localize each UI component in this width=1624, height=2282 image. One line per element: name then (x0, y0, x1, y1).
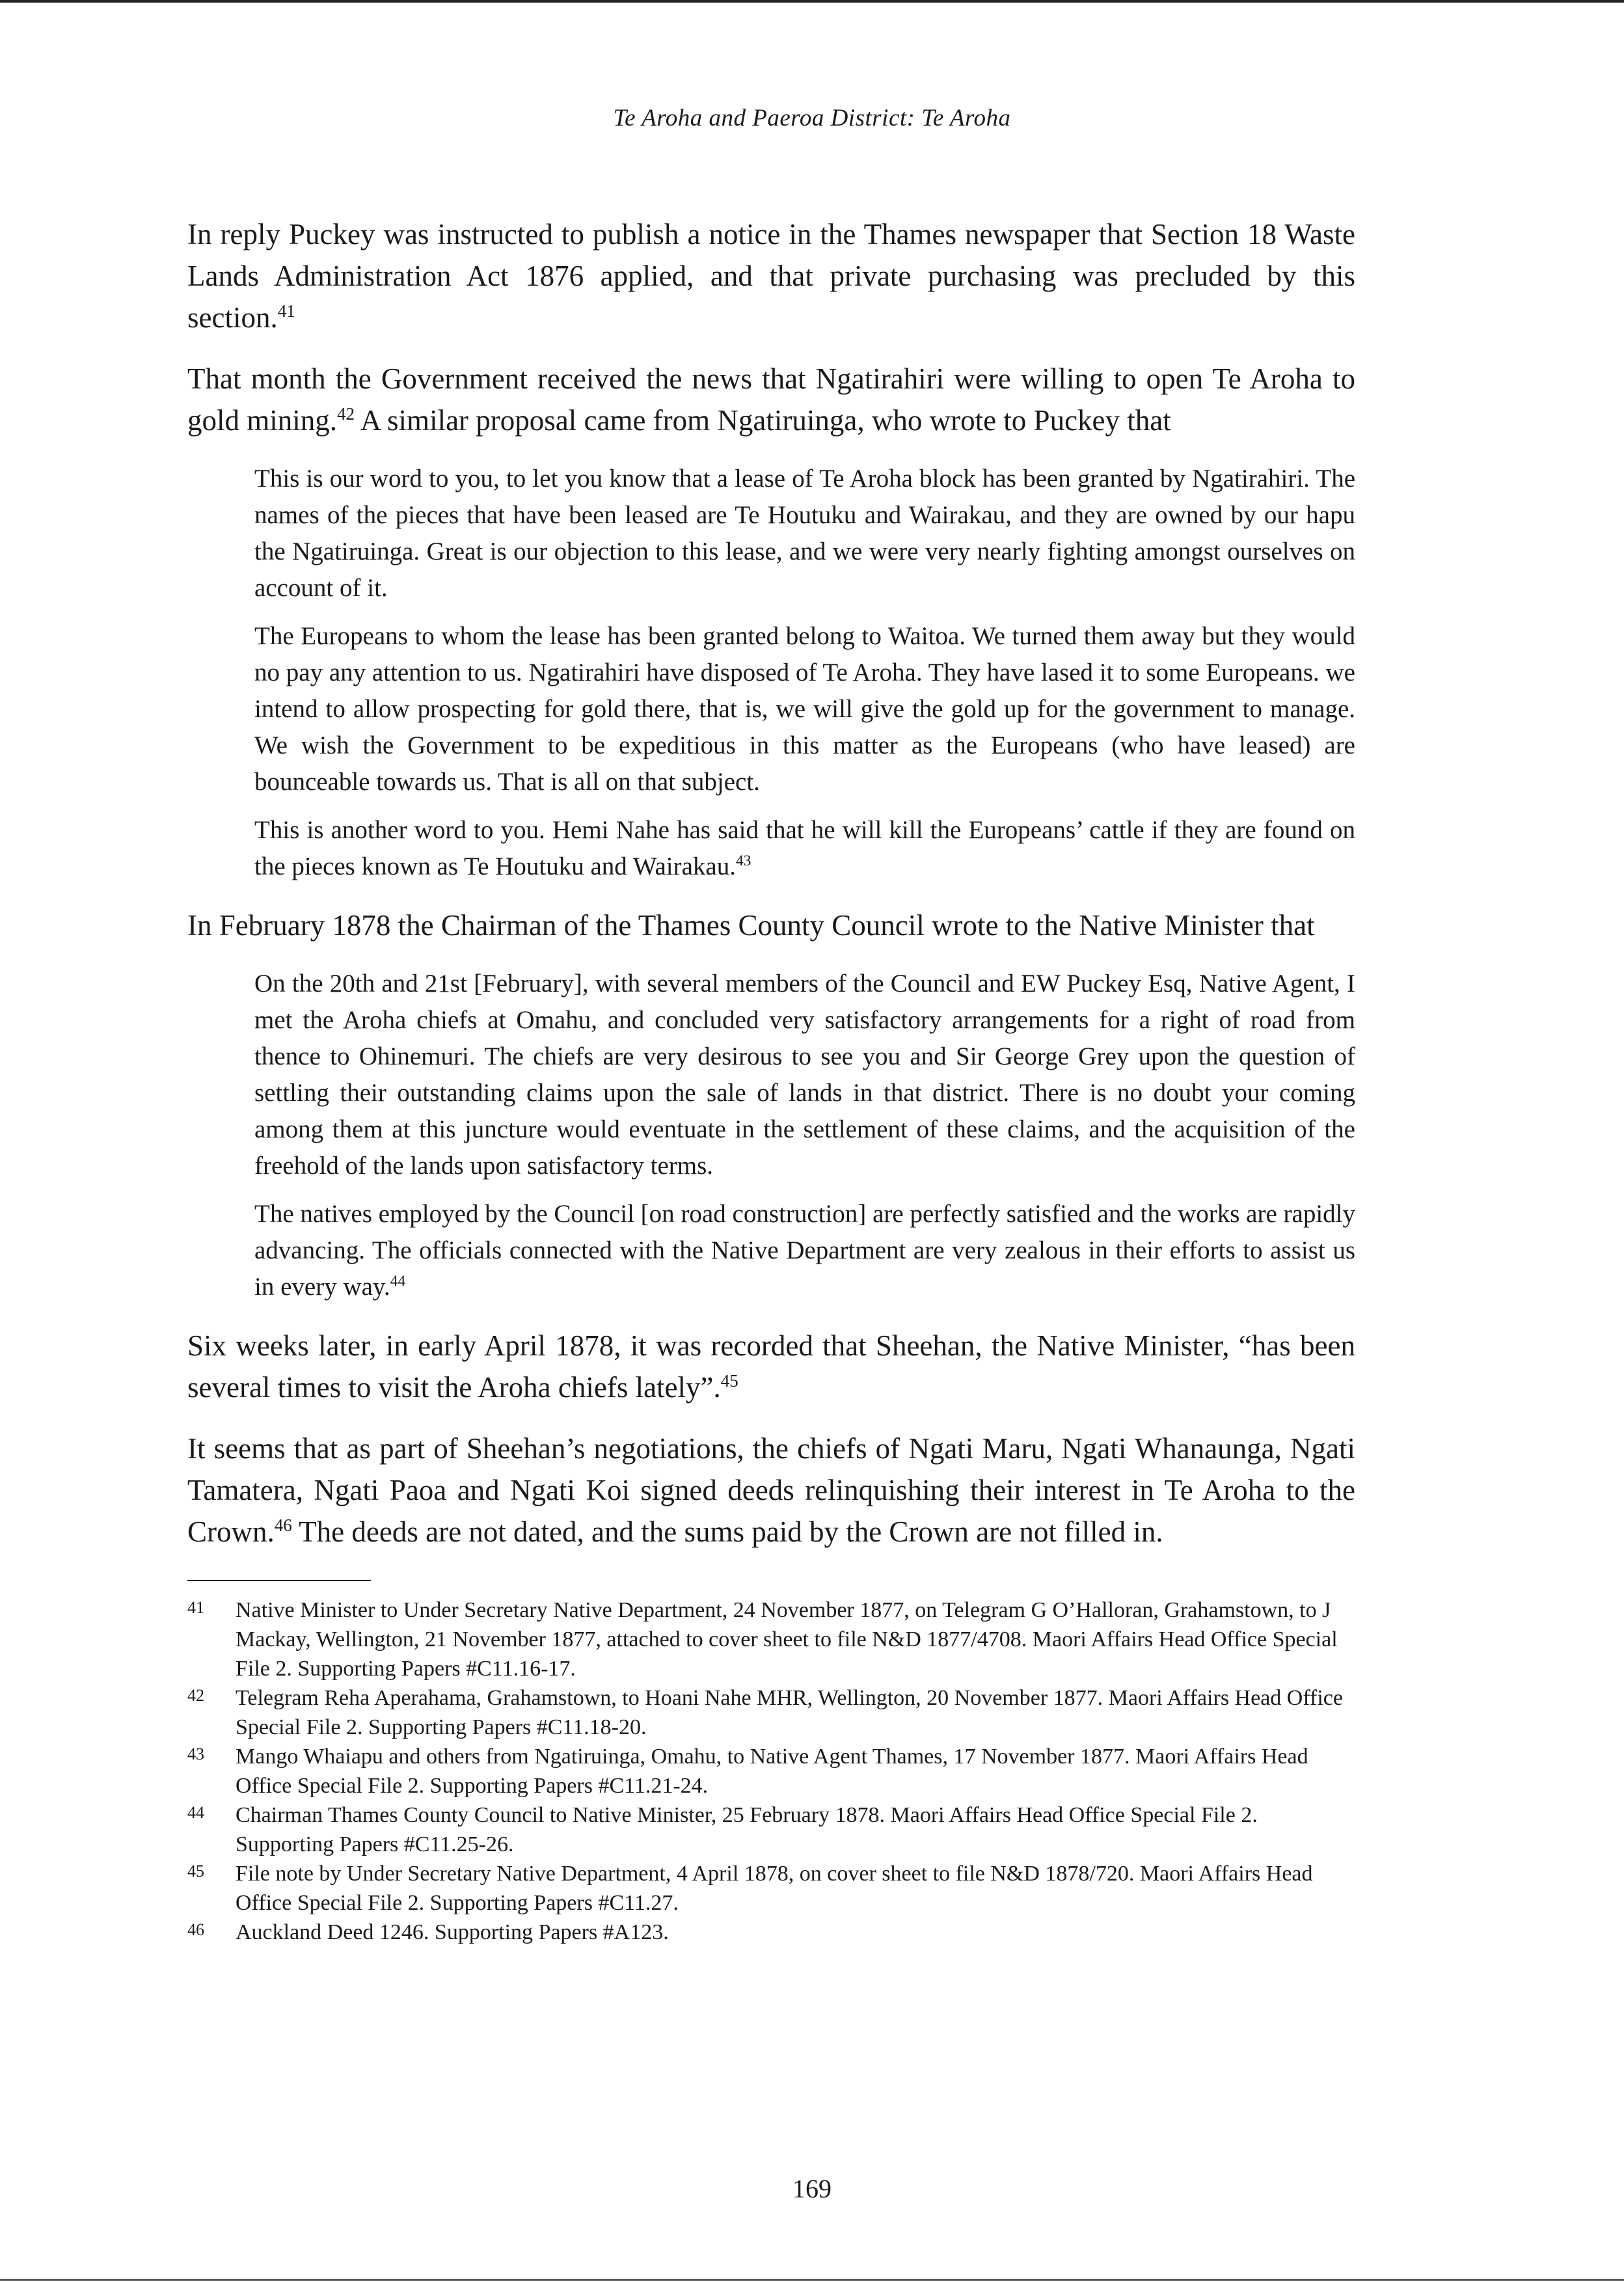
footnote-text: Chairman Thames County Council to Native Minister, 25 February 1878. Maori Affairs Head Office Special File 2. Supporting Papers #C11.25-26. (236, 1803, 1258, 1856)
footnote-ref-42: 42 (337, 404, 355, 424)
footnote-number: 41 (187, 1598, 204, 1617)
footnote-number: 45 (187, 1862, 204, 1881)
block-quote-2-para-2: The natives employed by the Council [on road construction] are perfectly satisfied and the works are rapidly advancing. The officials connected with the Native Department are very zealous in their efforts to assist us in every way.$^{44}$ (254, 1200, 1355, 1301)
block-quote-1-para-2: The Europeans to whom the lease has been granted belong to Waitoa. We turned them away but they would no pay any attention to us. Ngatirahiri have disposed of Te Aroha. They have lased it to some Europeans. we intend to allow prospecting for gold there, that is, we will give the gold up for the government to manage. We wish the Government to be expeditious in this matter as the Europeans (who have leased) are bounceable towards us. That is all on that subject. (254, 622, 1355, 796)
footnote-text: Auckland Deed 1246. Supporting Papers #A123. (236, 1920, 669, 1944)
top-border-rule (0, 0, 1624, 3)
footnote-text: Native Minister to Under Secretary Native Department, 24 November 1877, on Telegram G O’Halloran, Grahamstown, to J Mackay, Wellington, 21 November 1877, attached to cover sheet to file N&D 1877/4708. Maori Affairs Head Office Special File 2. Supporting Papers #C11.16-17. (236, 1598, 1338, 1681)
footnote-42 (187, 1683, 1355, 1742)
footnote-text: Mango Whaiapu and others from Ngatiruinga, Omahu, to Native Agent Thames, 17 November 1877. Maori Affairs Head Office Special File 2. Supporting Papers #C11.21-24. (236, 1745, 1308, 1798)
paragraph-5: It seems that as part of Sheehan’s negotiations, the chiefs of Ngati Maru, Ngati Whanaunga, Ngati Tamatera, Ngati Paoa and Ngati Koi signed deeds relinquishing their interest in Te Aroha to the Crown.$^{46}$ The deeds are not dated, and the sums paid by the Crown are not filled in. (187, 1432, 1355, 1548)
footnote-number: 42 (187, 1686, 204, 1705)
footnote-text: File note by Under Secretary Native Department, 4 April 1878, on cover sheet to file N&D 1878/720. Maori Affairs Head Office Special File 2. Supporting Papers #C11.27. (236, 1862, 1313, 1915)
footnote-41 (187, 1596, 1355, 1683)
footnote-ref-41: 41 (277, 301, 295, 321)
page-body (187, 213, 1355, 1947)
footnote-number: 44 (187, 1803, 204, 1822)
bottom-border-rule (0, 2279, 1624, 2281)
paragraph-1: In reply Puckey was instructed to publish a notice in the Thames newspaper that Section 18 Waste Lands Administration Act 1876 applied, and that private purchasing was precluded by this section.$^{41}$ (187, 218, 1355, 334)
footnote-number: 43 (187, 1745, 204, 1763)
block-quote-2-para-1: On the 20th and 21st [February], with several members of the Council and EW Puckey Esq, Native Agent, I met the Aroha chiefs at Omahu, and concluded very satisfactory arrangements for a right of road from thence to Ohinemuri. The chiefs are very desirous to see you and Sir George Grey upon the question of settling their outstanding claims upon the sale of lands in that district. There is no doubt your coming among them at this juncture would eventuate in the settlement of these claims, and the acquisition of the freehold of the lands upon satisfactory terms. (254, 970, 1355, 1180)
block-quote-1-para-3: This is another word to you. Hemi Nahe has said that he will kill the Europeans’ cattle if they are found on the pieces known as Te Houtuku and Wairakau.$^{43}$ (254, 816, 1355, 880)
footnote-ref-46: 46 (274, 1515, 292, 1535)
footnote-43 (187, 1742, 1355, 1800)
paragraph-2: That month the Government received the news that Ngatirahiri were willing to open Te Aroha to gold mining.$^{42}$ A similar proposal came from Ngatiruinga, who wrote to Puckey that (187, 362, 1355, 437)
running-head: Te Aroha and Paeroa District: Te Aroha (613, 105, 1011, 131)
footnote-separator (187, 1580, 371, 1581)
footnote-ref-44: 44 (390, 1273, 406, 1290)
footnote-45 (187, 1859, 1355, 1918)
paragraph-3: In February 1878 the Chairman of the Thames County Council wrote to the Native Minister that (187, 909, 1315, 942)
footnote-text: Telegram Reha Aperahama, Grahamstown, to Hoani Nahe MHR, Wellington, 20 November 1877. Maori Affairs Head Office Special File 2. Supporting Papers #C11.18-20. (236, 1686, 1343, 1739)
footnote-44 (187, 1800, 1355, 1859)
paragraph-4: Six weeks later, in early April 1878, it was recorded that Sheehan, the Native Minister, “has been several times to visit the Aroha chiefs lately”.$^{45}$ (187, 1329, 1355, 1404)
footnote-ref-45: 45 (720, 1371, 738, 1391)
footnote-46 (187, 1918, 1355, 1947)
footnote-number: 46 (187, 1920, 204, 1939)
page-number: 169 (792, 2174, 832, 2203)
footnote-ref-43: 43 (736, 852, 751, 869)
block-quote-1-para-1: This is our word to you, to let you know that a lease of Te Aroha block has been granted by Ngatirahiri. The names of the pieces that have been leased are Te Houtuku and Wairakau, and they are owned by our hapu the Ngatiruinga. Great is our objection to this lease, and we were very nearly fighting amongst ourselves on account of it. (254, 465, 1355, 602)
